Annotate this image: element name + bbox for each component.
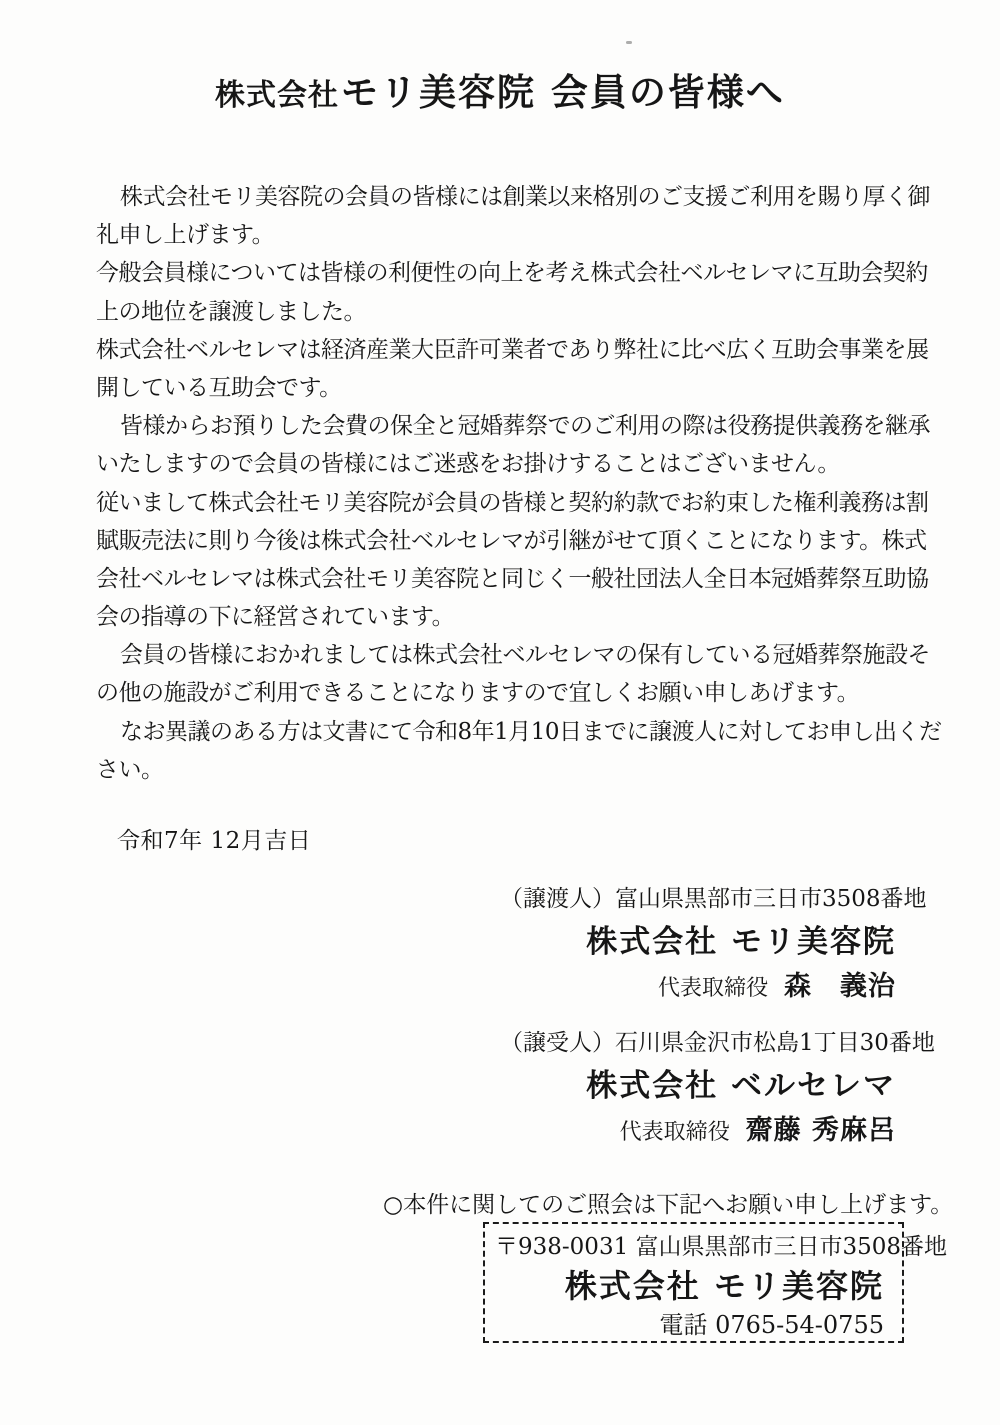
signature-section bbox=[500, 880, 935, 1168]
body-line: なお異議のある方は文書にて令和8年1月10日までに譲渡人に対してお申し出くだ bbox=[120, 718, 942, 745]
body-line: 会の指導の下に経営されています。 bbox=[96, 604, 455, 631]
body-line: 開している互助会です。 bbox=[96, 374, 342, 401]
body-line: 株式会社モリ美容院の会員の皆様には創業以来格別のご支援ご利用を賜り厚く御 bbox=[120, 184, 930, 210]
contact-phone: 電話 0765-54-0755 bbox=[659, 1311, 884, 1339]
signature-address: 石川県金沢市松島1丁目30番地 bbox=[615, 1030, 935, 1056]
body-line: 上の地位を譲渡しました。 bbox=[96, 298, 366, 325]
body-line: 会社ベルセレマは株式会社モリ美容院と同じく一般社団法人全日本冠婚葬祭互助協 bbox=[96, 565, 929, 592]
contact-box bbox=[483, 1222, 948, 1343]
signature-role: （譲渡人） bbox=[500, 886, 615, 912]
contact-note: ○本件に関してのご照会は下記へお願い申し上げます。 bbox=[383, 1192, 954, 1218]
body-line: 礼申し上げます。 bbox=[96, 222, 275, 249]
body-line: さい。 bbox=[96, 756, 164, 783]
body-line: 株式会社ベルセレマは経済産業大臣許可業者であり弊社に比べ広く互助会事業を展 bbox=[96, 336, 929, 363]
body-line: 賦販売法に則り今後は株式会社ベルセレマが引継がせて頂くことになります。株式 bbox=[96, 527, 927, 554]
signature-role-address-row bbox=[500, 1024, 935, 1057]
signature-company: 株式会社 ベルセレマ bbox=[586, 1068, 896, 1104]
date-line: 令和7年 12月吉日 bbox=[117, 828, 312, 854]
body-line: 皆様からお預りした会費の保全と冠婚葬祭でのご利用の際は役務提供義務を継承 bbox=[120, 413, 930, 440]
contact-postal-address: 〒938-0031 富山県黒部市三日市3508番地 bbox=[495, 1234, 948, 1260]
body-line: 会員の皆様におかれましては株式会社ベルセレマの保有している冠婚葬祭施設そ bbox=[120, 642, 930, 669]
signature-company: 株式会社 モリ美容院 bbox=[586, 924, 896, 960]
signature-block bbox=[500, 1024, 935, 1147]
signature-rep-name: 森 義治 bbox=[784, 971, 896, 1002]
body-line: いたしますので会員の皆様にはご迷惑をお掛けすることはございません。 bbox=[96, 451, 840, 478]
signature-rep-name: 齋藤 秀麻呂 bbox=[745, 1115, 896, 1146]
page-title bbox=[0, 62, 1000, 116]
contact-company: 株式会社 モリ美容院 bbox=[564, 1267, 884, 1305]
body-line: の他の施設がご利用できることになりますので宜しくお願い申しあげます。 bbox=[96, 680, 860, 707]
signature-role: （譲受人） bbox=[500, 1030, 615, 1056]
signature-rep-title: 代表取締役 bbox=[619, 1120, 730, 1145]
signature-block bbox=[500, 880, 927, 1003]
body-line: 今般会員様については皆様の利便性の向上を考え株式会社ベルセレマに互助会契約 bbox=[96, 260, 929, 287]
scan-speck bbox=[626, 41, 632, 44]
body-line: 従いまして株式会社モリ美容院が会員の皆様と契約約款でお約束した権利義務は割 bbox=[96, 489, 929, 516]
signature-address: 富山県黒部市三日市3508番地 bbox=[615, 886, 927, 912]
signature-role-address-row bbox=[500, 880, 927, 913]
signature-representative-row bbox=[500, 1108, 896, 1147]
signature-rep-title: 代表取締役 bbox=[657, 976, 768, 1001]
title-main-text: モリ美容院 会員の皆様へ bbox=[341, 70, 785, 114]
letter-body bbox=[96, 178, 942, 789]
signature-representative-row bbox=[500, 964, 896, 1003]
title-company-prefix: 株式会社 bbox=[215, 78, 340, 113]
